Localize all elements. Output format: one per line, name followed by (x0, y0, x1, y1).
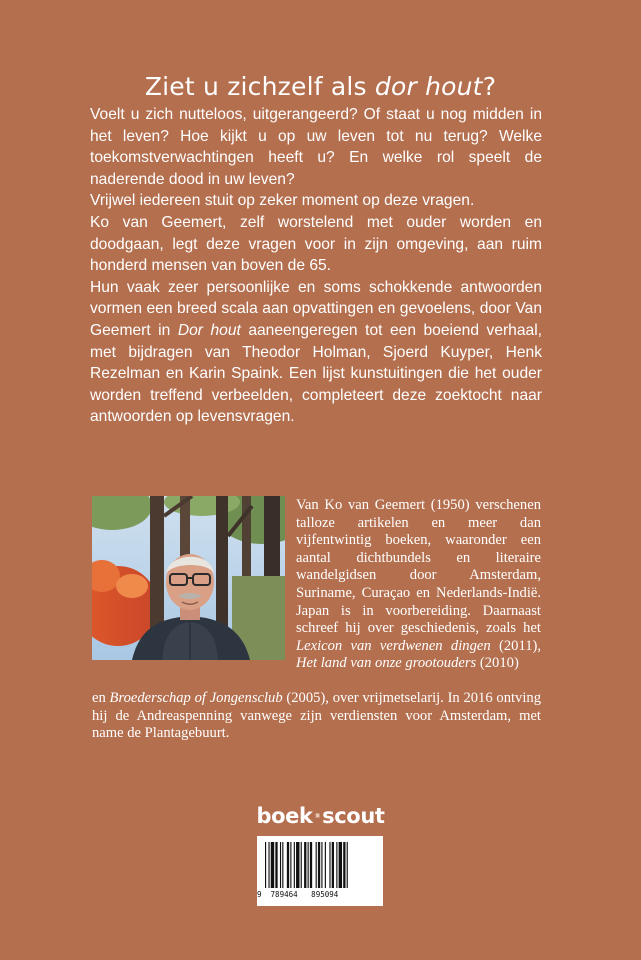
isbn-barcode (257, 836, 383, 906)
barcode-icon (257, 836, 383, 890)
blurb-paragraph: Vrijwel iedereen stuit op zeker moment op deze vragen. (90, 192, 475, 210)
author-photo (92, 496, 285, 660)
blurb-paragraph: Hun vaak zeer persoonlijke en soms schokkende antwoorden vormen een breed scala aan opvattingen en gevoelens, door Van Geemert in Dor hout aaneengeregen tot een boeiend verhaal, met bijdragen van Theodor Holman, Sjoerd Kuyper, Henk Rezelman en Karin Spaink. Een lijst kunstuitingen die het ouder worden treffend verbeelden, completeert deze zoektocht naar antwoorden op levensvragen. (90, 278, 542, 426)
book-title-question: Ziet u zichzelf als dor hout? (144, 72, 497, 101)
book-title-emphasis: dor hout (374, 72, 483, 101)
publisher-logo: boek·scout (256, 804, 385, 828)
book-blurb (90, 104, 542, 428)
author-bio: Van Ko van Geemert (1950) verschenen talloze artikelen en meer dan vijfentwintig boeken, waaronder een aantal dichtbundels en literaire wandelgidsen door Amsterdam, Suriname, Curaçao en Nederlands-Indië. Japan is in voorbereiding. Daarnaast schreef hij over geschiedenis, zoals het Lexicon van verdwenen dingen (2011), Het land van onze grootouders (2010) (296, 497, 541, 672)
author-bio-continued: en Broederschap of Jongensclub (2005), over vrijmetselarij. In 2016 ontving hij de Andreaspenning vanwege zijn verdiensten voor Amsterdam, met name de Plantagebuurt. (92, 690, 541, 742)
blurb-paragraph: Voelt u zich nutteloos, uitgerangeerd? Of staat u nog midden in het leven? Hoe kijkt u op uw leven tot nu terug? Welke toekomstverwachtingen heeft u? En welke rol speelt de naderende dood in uw leven? (90, 106, 542, 188)
blurb-paragraph: Ko van Geemert, zelf worstelend met ouder worden en doodgaan, legt deze vragen voor in zijn omgeving, aan ruim honderd mensen van boven de 65. (90, 213, 542, 275)
isbn-digits: 9 789464 895094 (257, 890, 339, 899)
